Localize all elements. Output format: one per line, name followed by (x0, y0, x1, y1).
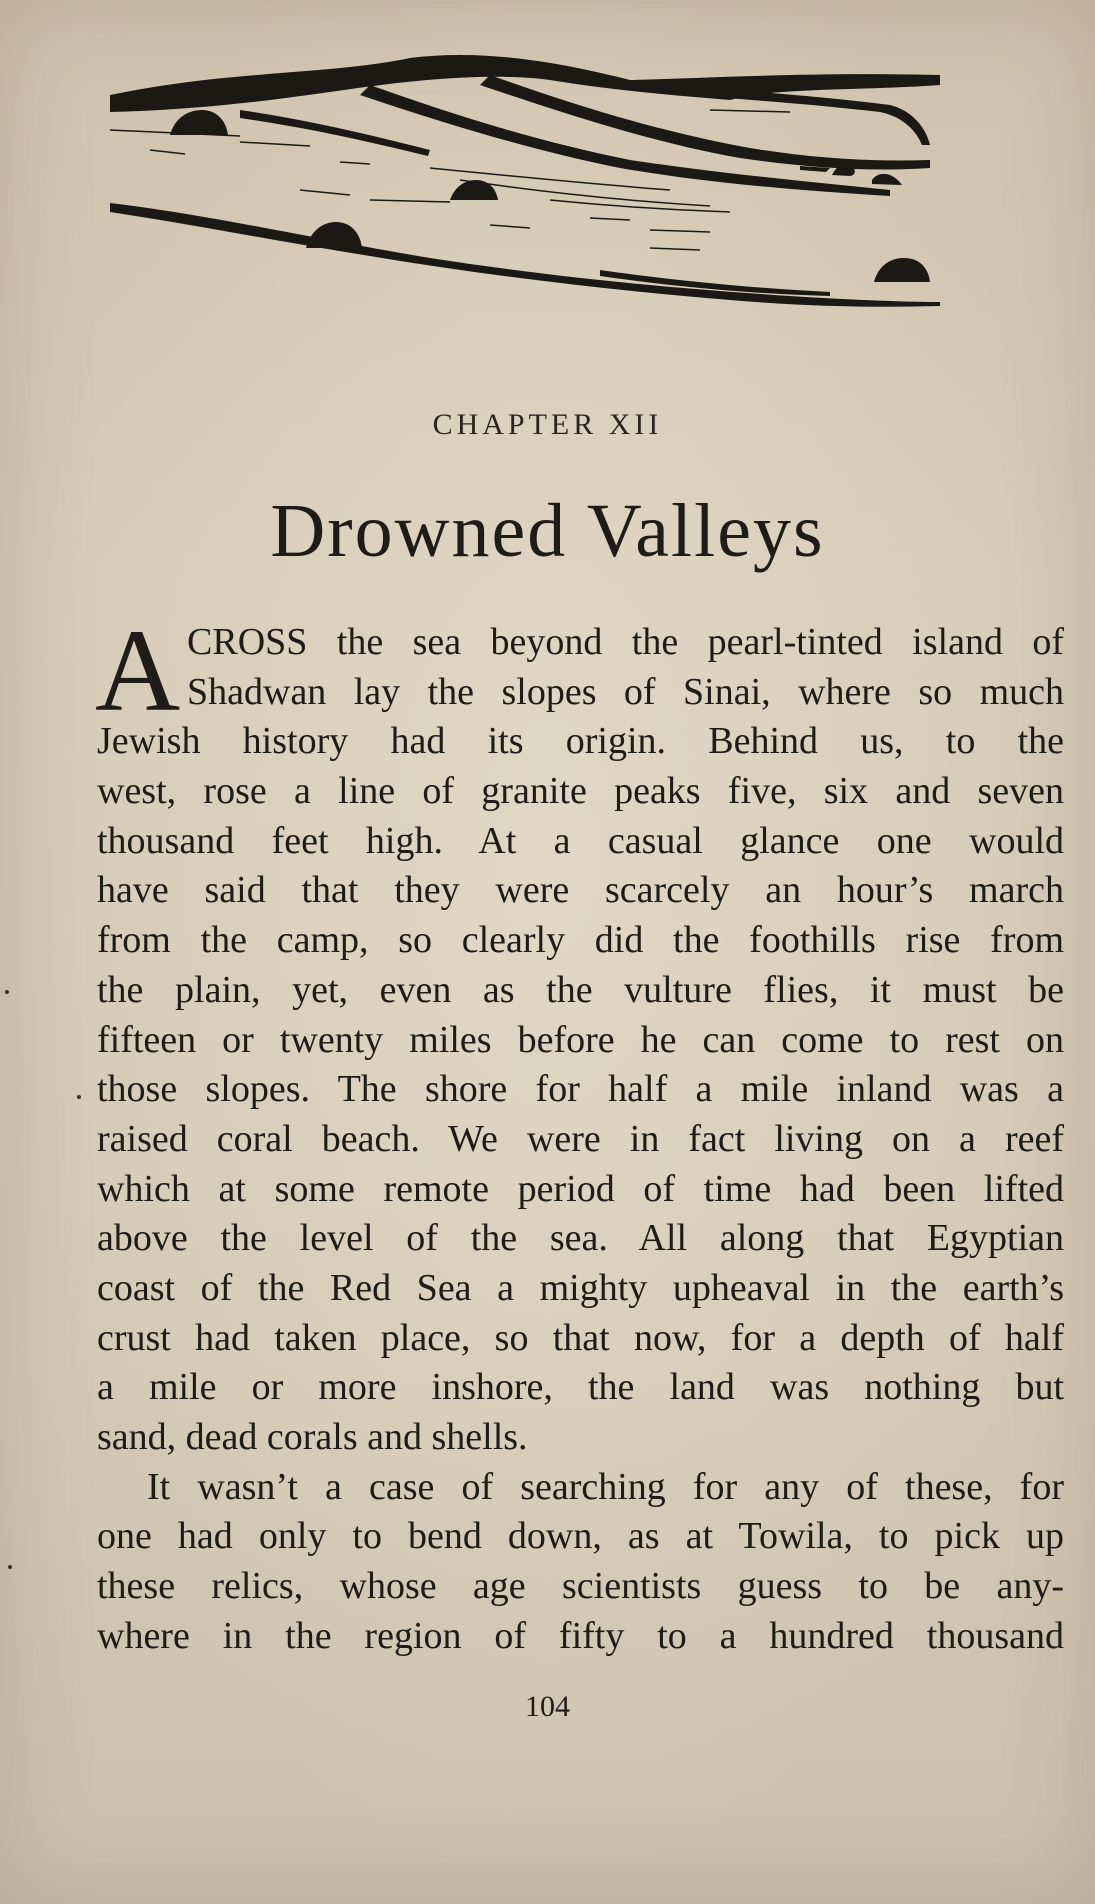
text-line: have said that they were scarcely an hour’s march (97, 869, 1064, 912)
text-line: sand, dead corals and shells. (97, 1416, 528, 1458)
text-line: those slopes. The shore for half a mile inland was a (97, 1068, 1064, 1111)
drop-cap: A (95, 605, 181, 736)
chapter-label: CHAPTER XII (432, 408, 663, 441)
text-line: fifteen or twenty miles before he can come to rest on (97, 1018, 1064, 1061)
page-number: 104 (525, 1690, 570, 1723)
text-line: these relics, whose age scientists guess to be any- (97, 1565, 1064, 1608)
margin-speck (77, 1095, 81, 1099)
text-line: crust had taken place, so that now, for a depth of half (97, 1316, 1064, 1359)
text-line: one had only to bend down, as at Towila, to pick up (97, 1515, 1064, 1558)
margin-speck (5, 990, 9, 994)
text-line: where in the region of fifty to a hundred thousand (97, 1614, 1064, 1657)
text-line: CROSS the sea beyond the pearl-tinted island of (187, 621, 1064, 663)
margin-speck (8, 1565, 12, 1569)
text-line: from the camp, so clearly did the foothills rise from (97, 919, 1064, 962)
text-line: which at some remote period of time had been lifted (97, 1167, 1064, 1210)
text-line: It wasn’t a case of searching for any of these, for (147, 1465, 1064, 1508)
text-line: west, rose a line of granite peaks five, six and seven (97, 770, 1064, 813)
text-line: above the level of the sea. All along that Egyptian (97, 1217, 1064, 1260)
text-line: the plain, yet, even as the vulture flies, it must be (97, 968, 1064, 1011)
text-line: a mile or more inshore, the land was nothing but (97, 1366, 1064, 1409)
text-line: Jewish history had its origin. Behind us, to the (97, 720, 1064, 763)
landscape-illustration (110, 50, 1045, 380)
text-line: Shadwan lay the slopes of Sinai, where so much (187, 670, 1064, 713)
chapter-title: Drowned Valleys (270, 489, 825, 573)
text-line: coast of the Red Sea a mighty upheaval in the earth’s (97, 1266, 1064, 1309)
text-line: raised coral beach. We were in fact living on a reef (97, 1117, 1064, 1160)
body-text (97, 618, 1064, 1661)
text-line: thousand feet high. At a casual glance one would (97, 819, 1064, 862)
